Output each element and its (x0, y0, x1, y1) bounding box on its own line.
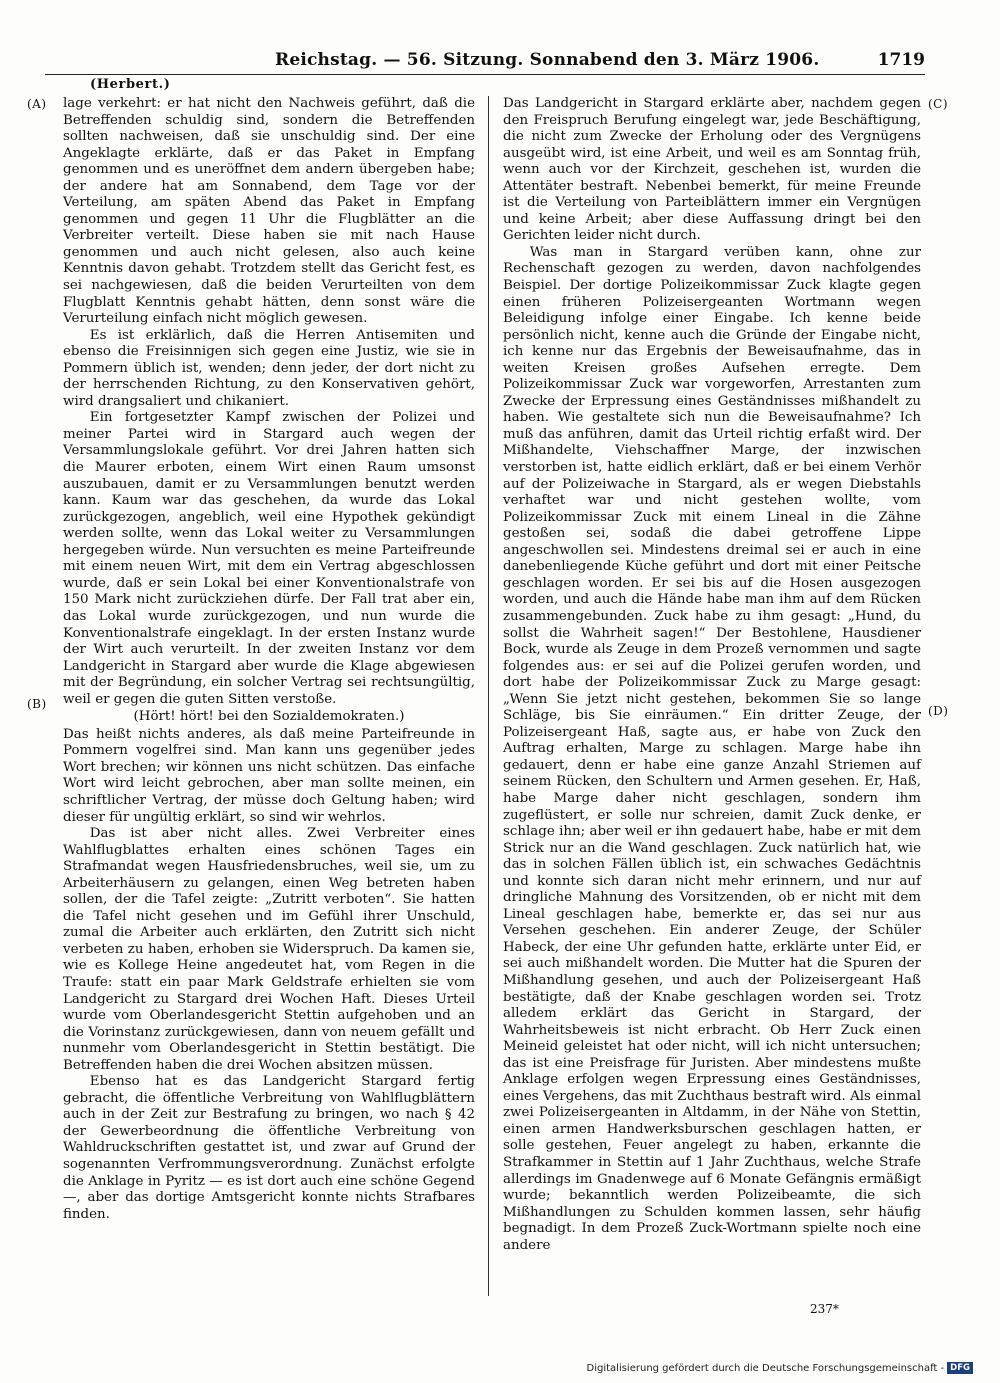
right-column (503, 96, 921, 1254)
signature-mark: 237* (810, 1302, 839, 1316)
header-title: Reichstag. — 56. Sitzung. Sonnabend den 3. März 1906. (275, 50, 820, 70)
margin-marker-b: (B) (27, 697, 47, 711)
paragraph: Das Landgericht in Stargard erklärte aber, nachdem gegen den Freispruch Berufung eingelegt war, jede Beschäftigung, die nicht zum Zwecke der Erholung oder des Vergnügens ausgeübt wird, ist eine Arbeit, und weil es am Sonntag früh, wenn auch vor der Kirchzeit, geschehen ist, wurden die Attentäter bestraft. Nebenbei bemerkt, für meine Freunde ist die Verteilung von Parteiblättern immer ein Vergnügen und keine Arbeit; aber diese Auffassung dringt bei den Gerichten leider nicht durch. (503, 96, 921, 244)
paragraph: Das ist aber nicht alles. Zwei Verbreiter eines Wahlflugblattes erhalten eines schönen Tages ein Strafmandat wegen Hausfriedensbruches, weil sie, um zu Arbeiterhäusern zu gelangen, einen Weg betreten haben sollen, der die Tafel zeigte: „Zutritt verboten“. Sie hatten die Tafel nicht gesehen und im Gefühl ihrer Unschuld, zumal die Arbeiter auch erklärten, den Zutritt sich nicht verbeten zu haben, erhoben sie Widerspruch. Da kamen sie, wie es Kollege Heine angedeutet hat, vom Regen in die Traufe: statt ein paar Mark Geldstrafe erhielten sie vom Landgericht zu Stargard drei Wochen Haft. Dieses Urteil wurde vom Oberlandesgericht Stettin aufgehoben und an die Vorinstanz zurückgewiesen, dann von neuem gefällt und nunmehr vom Oberlandesgericht in Stettin bestätigt. Die Betreffenden haben die drei Wochen absitzen müssen. (63, 826, 475, 1073)
digitization-footer (587, 1362, 973, 1374)
column-divider (488, 96, 489, 1296)
page-number: 1719 (877, 50, 925, 70)
margin-marker-c: (C) (928, 97, 949, 111)
paragraph: lage verkehrt: er hat nicht den Nachweis geführt, daß die Betreffenden schuldig sind, sondern die Betreffenden sollten nachweisen, daß sie unschuldig sind. Der eine Angeklagte erklärte, daß er das Paket in Empfang genommen und es uneröffnet dem andern übergeben habe; der andere hat am Sonnabend, dem Tage vor der Verteilung, am späten Abend das Paket in Empfang genommen und gegen 11 Uhr die Flugblätter an die Verbreiter verteilt. Diese haben sie mit nach Hause genommen und auch nicht gelesen, also auch keine Kenntnis davon gehabt. Trotzdem stellt das Gericht fest, es sei nachgewiesen, daß die beiden Verurteilten von dem Flugblatt Kenntnis gehabt hätten, denn sonst wäre die Verurteilung einfach nicht möglich gewesen. (63, 96, 475, 327)
paragraph: Ein fortgesetzter Kampf zwischen der Polizei und meiner Partei wird in Stargard auch wegen der Versammlungslokale geführt. Vor drei Jahren hatten sich die Maurer erboten, einem Wirt einen Raum umsonst auszubauen, damit er zu Versammlungen benutzt werden kann. Kaum war das geschehen, da wurde das Lokal zurückgezogen, angeblich, weil eine Hypothek gekündigt werden sollte, wenn das Lokal weiter zu Versammlungen hergegeben würde. Nun versuchten es meine Parteifreunde mit einem neuen Wirt, mit dem ein Vertrag abgeschlossen wurde, daß er sein Lokal bei einer Konventionalstrafe von 150 Mark nicht zurückziehen dürfe. Der Fall trat aber ein, das Lokal wurde zurückgezogen, und nun wurde die Konventionalstrafe eingeklagt. In der ersten Instanz wurde der Wirt auch verurteilt. In der zweiten Instanz vor dem Landgericht in Stargard aber wurde die Klage abgewiesen mit der Begründung, ein solcher Vertrag sei rechtsungültig, weil er gegen die guten Sitten verstoße. (63, 410, 475, 707)
footer-text: Digitalisierung gefördert durch die Deutsche Forschungsgemeinschaft - (586, 1363, 945, 1374)
paragraph: Das heißt nichts anderes, als daß meine Parteifreunde in Pommern vogelfrei sind. Man kann uns gegenüber jedes Wort brechen; wir können uns nicht schützen. Das einfache Wort wird leicht gebrochen, aber man sollte meinen, ein schriftlicher Vertrag, der müsse doch Geltung haben; wird dieser für ungültig erklärt, so sind wir wehrlos. (63, 726, 475, 825)
margin-marker-d: (D) (928, 704, 949, 718)
paragraph: Ebenso hat es das Landgericht Stargard fertig gebracht, die öffentliche Verbreitung von Wahlflugblättern auch in der Zeit zur Bestrafung zu bringen, wo nach § 42 der Gewerbeordnung die öffentliche Verbreitung von Wahldruckschriften gestattet ist, und zwar auf Grund der sogenannten Verfrommungsverordnung. Zunächst erfolgte die Anklage in Pyritz — es ist dort auch eine schöne Gegend —, aber das dortige Amtsgericht konnte nichts Strafbares finden. (63, 1074, 475, 1222)
paragraph: Was man in Stargard verüben kann, ohne zur Rechenschaft gezogen zu werden, davon nachfolgendes Beispiel. Der dortige Polizeikommissar Zuck klagte gegen einen früheren Polizeisergeanten Wortmann wegen Beleidigung infolge einer Eingabe. Ich kenne beide persönlich nicht, kenne auch die Gründe der Eingabe nicht, ich kenne nur das Ergebnis der Beweisaufnahme, das in weiten Kreisen großes Aufsehen erregte. Dem Polizeikommissar Zuck war vorgeworfen, Arrestanten zum Zwecke der Erpressung eines Geständnisses mißhandelt zu haben. Wie gestaltete sich nun die Beweisaufnahme? Ich muß das anführen, damit das Urteil richtig erfaßt wird. Der Mißhandelte, Viehschaffner Marge, der inzwischen verstorben ist, hatte eidlich erklärt, daß er bei einem Verhör auf der Polizeiwache in Stargard, als er wegen Diebstahls verhaftet war und nicht gestehen wollte, vom Polizeikommissar Zuck mit einem Lineal in die Zähne gestoßen sei, sodaß die dabei getroffene Lippe angeschwollen sei. Mindestens dreimal sei er auch in eine danebenliegende Küche geführt und dort mit einer Peitsche geschlagen worden. Er sei bis auf die Hosen ausgezogen worden, und auch die Hände habe man ihm auf dem Rücken zusammengebunden. Zuck habe zu ihm gesagt: „Hund, du sollst die Wahrheit sagen!“ Der Bestohlene, Hausdiener Bock, wurde als Zeuge in dem Prozeß vernommen und sagte folgendes aus: er sei auf die Polizei gerufen worden, und dort habe der Polizeikommissar Zuck zu Marge gesagt: „Wenn Sie jetzt nicht gestehen, bekommen Sie so lange Schläge, bis Sie einräumen.“ Ein dritter Zeuge, der Polizeisergeant Haß, sagte aus, er habe von Zuck den Auftrag erhalten, Marge zu schlagen. Marge habe ihn gedauert, denn er habe eine ganze Anzahl Striemen auf seinem Rücken, den Schultern und Armen gesehen. Er, Haß, habe Marge daher nicht geschlagen, sondern ihm zugeflüstert, er solle nur schreien, damit Zuck denke, er schlage ihn; aber weil er ihn gedauert habe, habe er mit dem Strick nur an die Wand geschlagen. Zuck natürlich hat, wie das in solchen Fällen üblich ist, ein schwaches Gedächtnis und konnte sich daran nicht mehr erinnern, und nur auf dringliche Mahnung des Vorsitzenden, ob er nicht mit dem Lineal geschlagen habe, bemerkte er, das sei nur aus Versehen geschehen. Ein anderer Zeuge, der Schüler Habeck, der eine Uhr gefunden hatte, erklärte unter Eid, er sei auch mißhandelt worden. Die Mutter hat die Spuren der Mißhandlung gesehen, und auch der Polizeisergeant Haß bestätigte, daß der Knabe geschlagen worden sei. Trotz alledem erklärt das Gericht in Stargard, der Wahrheitsbeweis ist nicht erbracht. Ob Herr Zuck einen Meineid geleistet hat oder nicht, will ich nicht untersuchen; das ist eine Preisfrage für Juristen. Aber mindestens mußte Anklage erfolgen wegen Erpressung eines Geständnisses, eines Vergehens, das mit Zuchthaus bestraft wird. Als einmal zwei Polizeisergeanten in Altdamm, in der Nähe von Stettin, einen armen Handwerksburschen geschlagen hatten, er solle gestehen, Feuer angelegt zu haben, erkannte die Strafkammer in Stettin auf 1 Jahr Zuchthaus, welche Strafe allerdings im Gnadenwege auf 6 Monate Gefängnis ermäßigt wurde; bekanntlich werden Polizeibeamte, die sich Mißhandlungen zu Schulden kommen lassen, sehr häufig begnadigt. In dem Prozeß Zuck-Wortmann spielte noch eine andere (503, 244, 921, 1253)
speaker-name: (Herbert.) (90, 77, 171, 92)
running-header (45, 48, 925, 75)
left-column (63, 96, 475, 1223)
margin-marker-a: (A) (27, 97, 47, 111)
dfg-logo: DFG (947, 1362, 973, 1374)
interjection: (Hört! hört! bei den Sozialdemokraten.) (133, 709, 405, 725)
paragraph: Es ist erklärlich, daß die Herren Antisemiten und ebenso die Freisinnigen sich gegen eine Justiz, wie sie in Pommern üblich ist, wenden; denn jeder, der dort nicht zu der herrschenden Richtung, zu den Konservativen gehört, wird drangsaliert und chikaniert. (63, 327, 475, 409)
